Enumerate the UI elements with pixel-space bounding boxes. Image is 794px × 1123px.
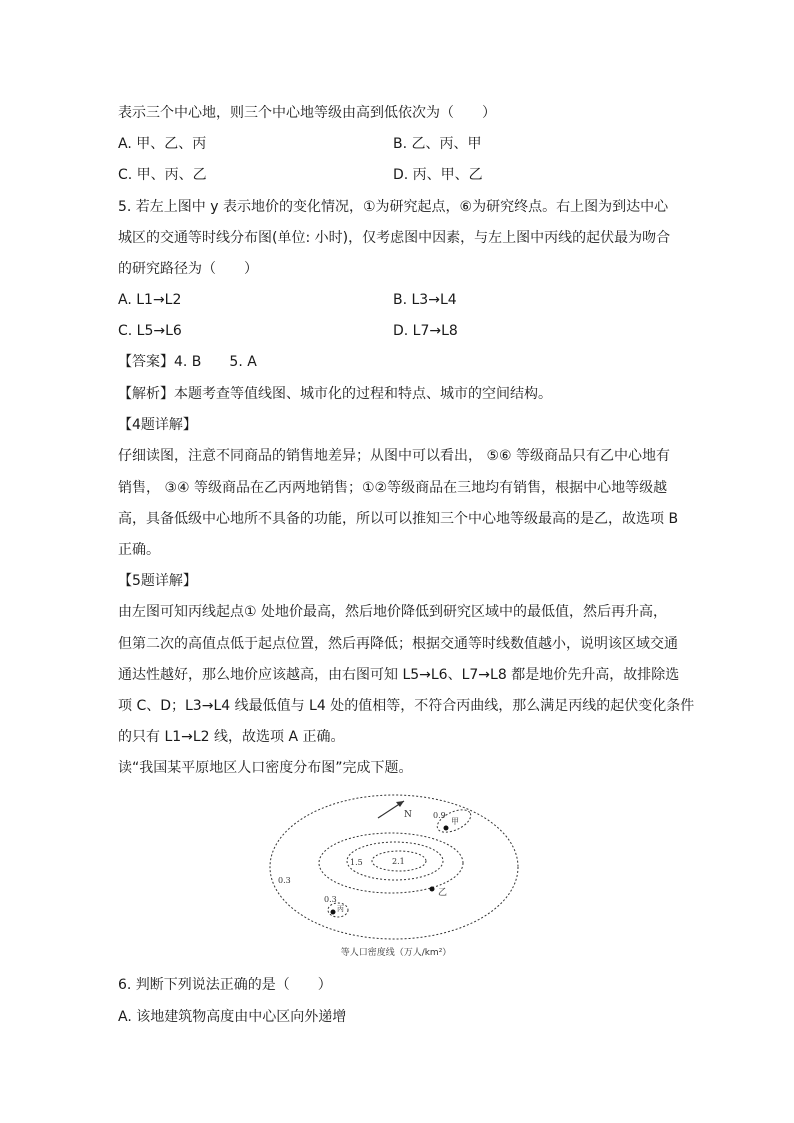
- q6-option-a: A. 该地建筑物高度由中心区向外递增: [118, 1009, 347, 1025]
- population-density-figure: [268, 791, 524, 961]
- label-0-3-small: 0.3: [324, 895, 337, 904]
- q5-detail-line-5: 的只有 L1→L2 线，故选项 A 正确。: [118, 729, 345, 745]
- q5-detail-line-4: 项 C、D；L3→L4 线最低值与 L4 处的值相等，不符合丙曲线，那么满足丙线的起伏变化条件: [118, 698, 695, 714]
- q4-detail-heading: 【4题详解】: [118, 417, 197, 433]
- point-bing-label: 丙: [337, 905, 344, 913]
- label-2-1: 2.1: [392, 857, 405, 866]
- q4-detail-line-3: 高，具备低级中心地所不具备的功能，所以可以推知三个中心地等级最高的是乙，故选项 B: [118, 511, 679, 527]
- q4-detail-line-2: 销售， ③④ 等级商品在乙丙两地销售；①②等级商品在三地均有销售，根据中心地等级越: [118, 480, 668, 496]
- population-density-map: [268, 791, 524, 961]
- north-arrow-icon: [378, 801, 404, 818]
- q5-option-b: B. L3→L4: [393, 292, 457, 308]
- q5-stem-line-3: 的研究路径为（ ）: [118, 261, 258, 277]
- label-0-9: 0.9: [433, 811, 446, 820]
- q4-stem: 表示三个中心地，则三个中心地等级由高到低依次为（ ）: [118, 105, 496, 121]
- q5-stem-line-2: 城区的交通等时线分布图(单位: 小时)，仅考虑图中因素，与左上图中丙线的起伏最为吻合: [118, 230, 671, 246]
- q4-option-b: B. 乙、丙、甲: [393, 136, 482, 152]
- q5-detail-line-1: 由左图可知丙线起点① 处地价最高，然后地价降低到研究区域中的最低值，然后再升高，: [118, 604, 667, 620]
- analysis-line: 【解析】本题考查等值线图、城市化的过程和特点、城市的空间结构。: [118, 386, 552, 402]
- label-0-3-left: 0.3: [278, 876, 291, 885]
- point-yi-label: 乙: [438, 888, 448, 898]
- q5-detail-line-3: 通达性越好，那么地价应该越高，由右图可知 L5→L6、L7→L8 都是地价先升高，故排除选: [118, 667, 680, 683]
- point-bing: [331, 910, 336, 915]
- north-label: N: [404, 810, 412, 820]
- q5-stem-line-1: 5. 若左上图中 y 表示地价的变化情况，①为研究起点，⑥为研究终点。右上图为到达中心: [118, 199, 669, 215]
- label-1-5: 1.5: [350, 858, 363, 867]
- q5-option-a: A. L1→L2: [118, 292, 182, 308]
- point-jia: [444, 826, 449, 831]
- q4-detail-line-4: 正确。: [118, 542, 160, 558]
- q4-detail-line-1: 仔细读图，注意不同商品的销售地差异；从图中可以看出， ⑤⑥ 等级商品只有乙中心地有: [118, 448, 670, 464]
- figure-caption: 等人口密度线（万人/km²）: [340, 948, 452, 958]
- point-jia-label: 甲: [451, 817, 459, 826]
- q4-option-d: D. 丙、甲、乙: [393, 167, 483, 183]
- reading-prompt: 读“我国某平原地区人口密度分布图”完成下题。: [118, 760, 413, 776]
- q5-detail-line-2: 但第二次的高值点低于起点位置，然后再降低；根据交通等时线数值越小，说明该区域交通: [118, 636, 678, 652]
- point-yi: [430, 887, 435, 892]
- q4-option-a: A. 甲、乙、丙: [118, 136, 207, 152]
- q5-option-c: C. L5→L6: [118, 323, 182, 339]
- q6-stem: 6. 判断下列说法正确的是（ ）: [118, 977, 332, 993]
- contour-outer: [270, 795, 518, 939]
- q5-option-d: D. L7→L8: [393, 323, 458, 339]
- q5-detail-heading: 【5题详解】: [118, 573, 197, 589]
- q4-option-c: C. 甲、丙、乙: [118, 167, 207, 183]
- answer-line: 【答案】4. B 5. A: [118, 354, 257, 370]
